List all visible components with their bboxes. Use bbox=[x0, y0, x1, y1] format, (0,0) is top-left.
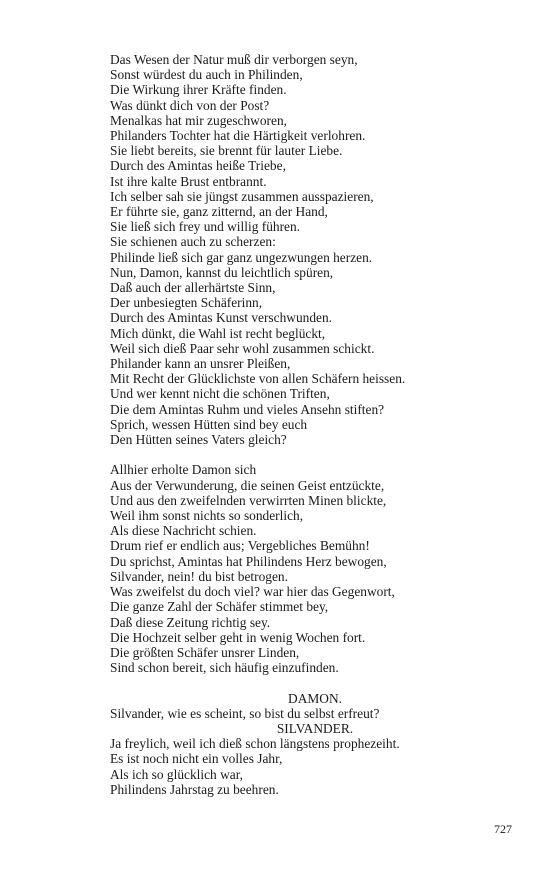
verse-line: Die Hochzeit selber geht in wenig Wochen fort. bbox=[110, 629, 366, 645]
verse-line: Als diese Nachricht schien. bbox=[110, 523, 257, 539]
verse-line: Daß auch der allerhärtste Sinn, bbox=[110, 280, 276, 296]
verse-line: Silvander, wie es scheint, so bist du selbst erfreut? bbox=[110, 705, 380, 721]
verse-line: Philindens Jahrstag zu beehren. bbox=[110, 781, 279, 797]
verse-line: Drum rief er endlich aus; Vergebliches Bemühn! bbox=[110, 538, 370, 554]
verse-line: Den Hütten seines Vaters gleich? bbox=[110, 432, 287, 448]
verse-line: Sie schienen auch zu scherzen: bbox=[110, 234, 276, 250]
verse-line: Du sprichst, Amintas hat Philindens Herz bewogen, bbox=[110, 553, 387, 569]
verse-line: Und wer kennt nicht die schönen Triften, bbox=[110, 386, 330, 402]
speaker-name: DAMON. bbox=[288, 690, 342, 706]
verse-line: Was dünkt dich von der Post? bbox=[110, 97, 270, 113]
verse-line: Durch des Amintas Kunst verschwunden. bbox=[110, 310, 333, 326]
verse-line: Was zweifelst du doch viel? war hier das Gegenwort, bbox=[110, 584, 395, 600]
verse-line: Philander kann an unsrer Pleißen, bbox=[110, 356, 291, 372]
verse-line: Philanders Tochter hat die Härtigkeit verlohren. bbox=[110, 128, 366, 144]
verse-line: Ja freylich, weil ich dieß schon längstens prophezeiht. bbox=[110, 736, 400, 752]
verse-line: Er führte sie, ganz zitternd, an der Hand, bbox=[110, 204, 328, 220]
verse-line: Ich selber sah sie jüngst zusammen ausspazieren, bbox=[110, 188, 374, 204]
verse-line: Es ist noch nicht ein volles Jahr, bbox=[110, 751, 283, 767]
verse-line: Philinde ließ sich gar ganz ungezwungen herzen. bbox=[110, 249, 373, 265]
verse-line: Mit Recht der Glücklichste von allen Schäfern heissen. bbox=[110, 371, 406, 387]
verse-line: Allhier erholte Damon sich bbox=[110, 462, 257, 478]
verse-line: Silvander, nein! du bist betrogen. bbox=[110, 568, 288, 584]
verse-line: Menalkas hat mir zugeschworen, bbox=[110, 112, 287, 128]
verse-line: Die größten Schäfer unsrer Linden, bbox=[110, 644, 300, 660]
verse-line: Die ganze Zahl der Schäfer stimmet bey, bbox=[110, 599, 329, 615]
verse-line: Sie liebt bereits, sie brennt für lauter Liebe. bbox=[110, 143, 343, 159]
verse-line: Aus der Verwunderung, die seinen Geist entzückte, bbox=[110, 477, 385, 493]
verse-line: Sie ließ sich frey und willig führen. bbox=[110, 219, 301, 235]
verse-line: Sonst würdest du auch in Philinden, bbox=[110, 67, 303, 83]
verse-line: Sind schon bereit, sich häufig einzufinden. bbox=[110, 660, 339, 676]
verse-line: Mich dünkt, die Wahl ist recht beglückt, bbox=[110, 325, 326, 341]
stanza-1 bbox=[110, 52, 450, 447]
speech-silvander bbox=[110, 721, 450, 797]
poem-text bbox=[110, 52, 450, 797]
verse-line: Daß diese Zeitung richtig sey. bbox=[110, 614, 271, 630]
page-number: 727 bbox=[494, 822, 512, 836]
verse-line: Nun, Damon, kannst du leichtlich spüren, bbox=[110, 264, 334, 280]
verse-line: Weil sich dieß Paar sehr wohl zusammen schickt. bbox=[110, 340, 375, 356]
speech-damon bbox=[110, 691, 450, 721]
verse-line: Weil ihm sonst nichts so sonderlich, bbox=[110, 508, 304, 524]
verse-line: Sprich, wessen Hütten sind bey euch bbox=[110, 416, 308, 432]
stanza-2 bbox=[110, 462, 450, 675]
verse-line: Durch des Amintas heiße Triebe, bbox=[110, 158, 286, 174]
verse-line: Die dem Amintas Ruhm und vieles Ansehn stiften? bbox=[110, 401, 385, 417]
verse-line: Als ich so glücklich war, bbox=[110, 766, 243, 782]
verse-line: Und aus den zweifelnden verwirrten Minen blickte, bbox=[110, 492, 387, 508]
speaker-name: SILVANDER. bbox=[276, 720, 354, 736]
verse-line: Ist ihre kalte Brust entbrannt. bbox=[110, 173, 267, 189]
verse-line: Die Wirkung ihrer Kräfte finden. bbox=[110, 82, 287, 98]
verse-line: Das Wesen der Natur muß dir verborgen seyn, bbox=[110, 52, 358, 67]
verse-line: Der unbesiegten Schäferinn, bbox=[110, 295, 263, 311]
